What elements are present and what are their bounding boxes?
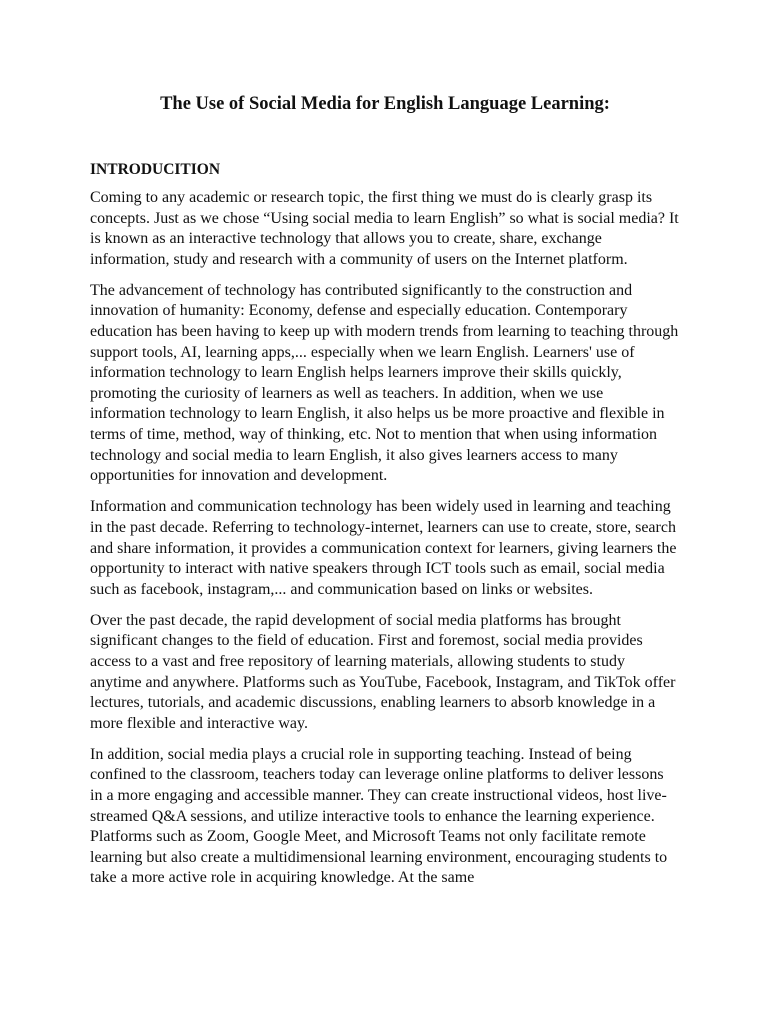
paragraph-1: Coming to any academic or research topic, the first thing we must do is clearly grasp its concepts. Just as we chose “Using social media to learn English” so what is social media? It is known as an interactive technology that allows you to create, share, exchange information, study and research with a community of users on the Internet platform. xyxy=(90,189,679,268)
section-heading: INTRODUCITION xyxy=(90,161,221,178)
paragraph-4: Over the past decade, the rapid development of social media platforms has brought significant changes to the field of education. First and foremost, social media provides access to a vast and free repository of learning materials, allowing students to study anytime and anywhere. Platforms such as YouTube, Facebook, Instagram, and TikTok offer lectures, tutorials, and academic discussions, enabling learners to absorb knowledge in a more flexible and interactive way. xyxy=(90,611,676,732)
paragraph-3: Information and communication technology has been widely used in learning and teaching in the past decade. Referring to technology-internet, learners can use to create, store, search and share information, it provides a communication context for learners, giving learners the opportunity to interact with native speakers through ICT tools such as email, social media such as facebook, instagram,... and communication based on links or websites. xyxy=(90,498,677,598)
paragraph-2: The advancement of technology has contributed significantly to the construction and innovation of humanity: Economy, defense and especially education. Contemporary education has been having to keep up with modern trends from learning to teaching through support tools, AI, learning apps,... especially when we learn English. Learners' use of information technology to learn English helps learners improve their skills quickly, promoting the curiosity of learners as well as teachers. In addition, when we use information technology to learn English, it also helps us be more proactive and flexible in terms of time, method, way of thinking, etc. Not to mention that when using information technology and social media to learn English, it also gives learners access to many opportunities for innovation and development. xyxy=(90,281,679,485)
document-title: The Use of Social Media for English Language Learning: xyxy=(160,94,610,114)
paragraph-5: In addition, social media plays a crucial role in supporting teaching. Instead of being confined to the classroom, teachers today can leverage online platforms to deliver lessons in a more engaging and accessible manner. They can create instructional videos, host live-streamed Q&A sessions, and utilize interactive tools to enhance the learning experience. Platforms such as Zoom, Google Meet, and Microsoft Teams not only facilitate remote learning but also create a multidimensional learning environment, encouraging students to take a more active role in acquiring knowledge. At the same xyxy=(90,745,668,887)
